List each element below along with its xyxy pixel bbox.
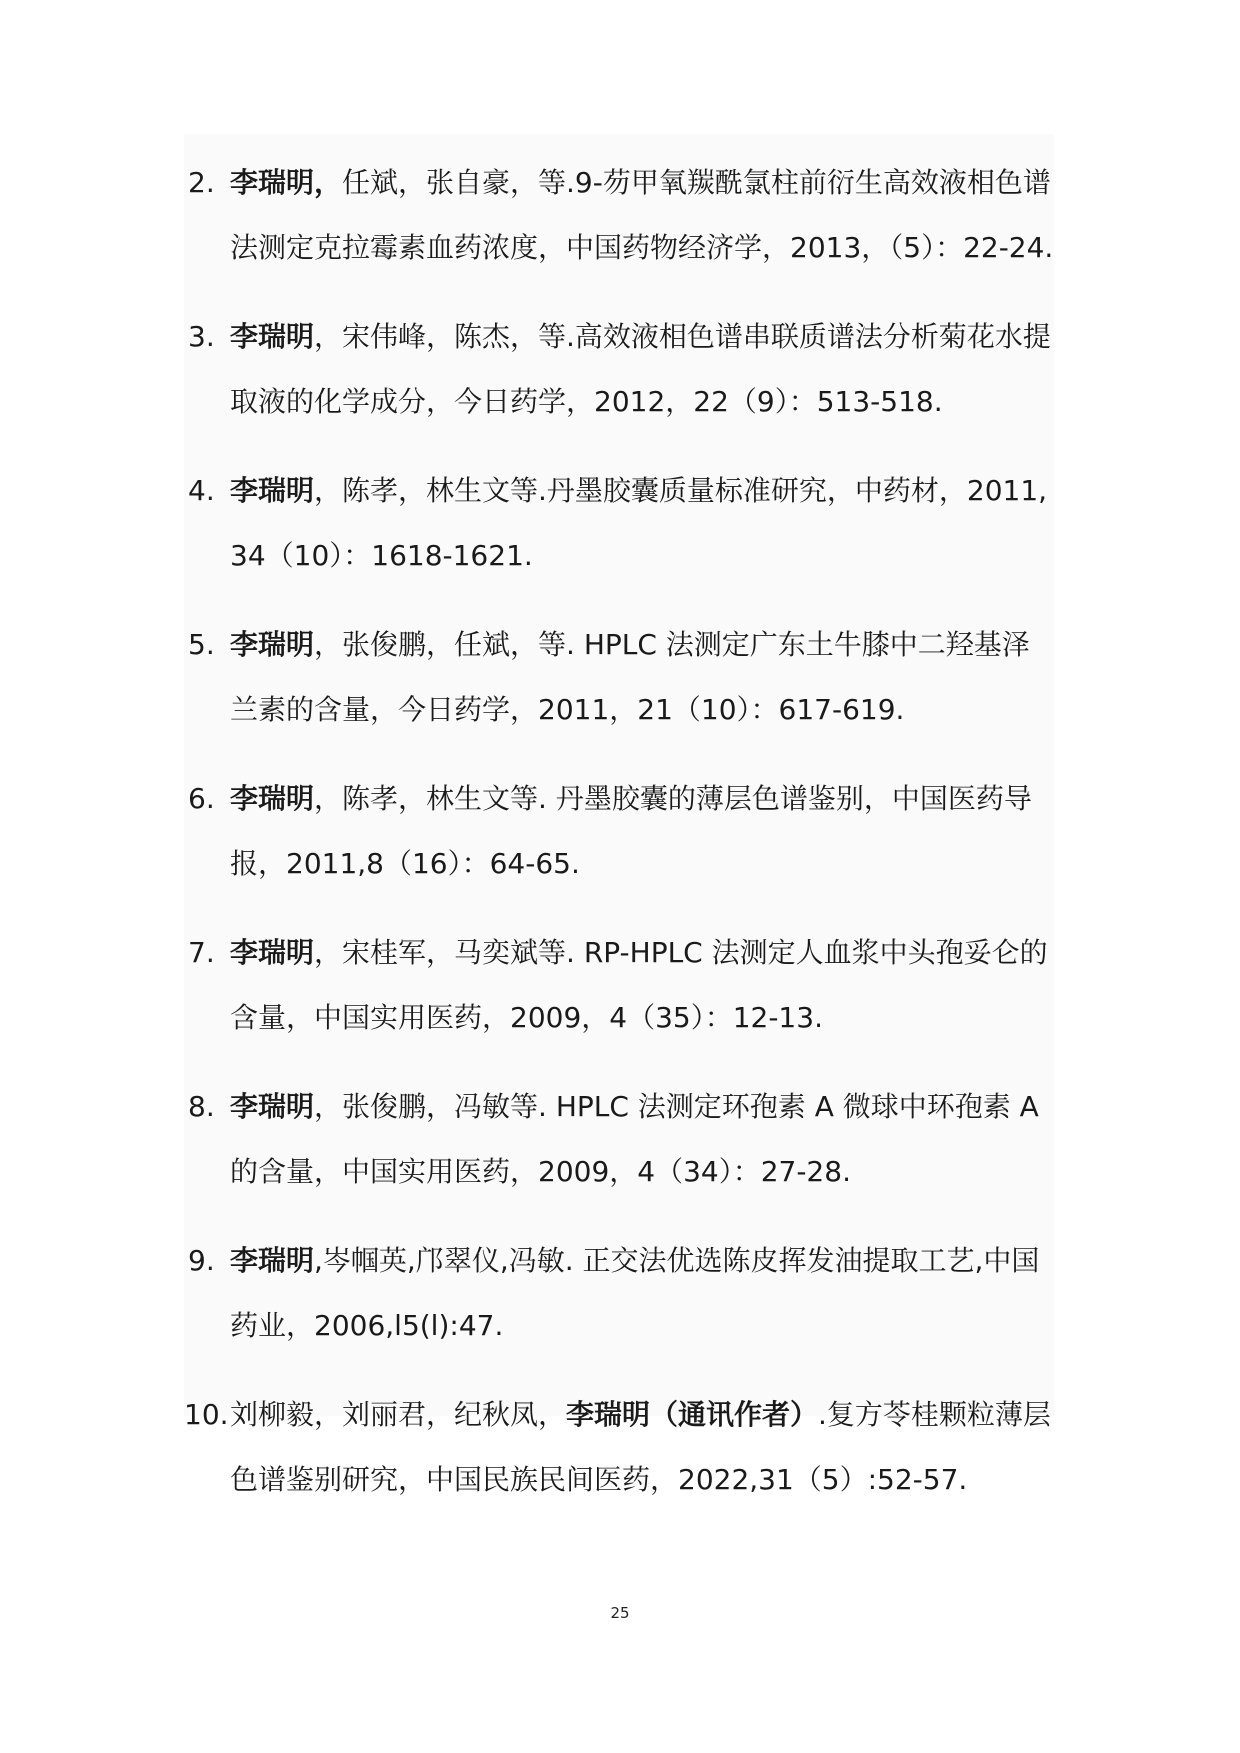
reference-item	[184, 1228, 1054, 1358]
reference-text: ，宋伟峰，陈杰，等.高效液相色谱串联质谱法分析菊花水提取液的化学成分，今日药学，2012，22（9）：513-518.	[230, 320, 1051, 418]
reference-author: 李瑞明	[230, 782, 315, 815]
reference-list	[184, 150, 1054, 1536]
reference-item	[184, 766, 1054, 896]
reference-number: 7.	[188, 936, 215, 969]
reference-number: 8.	[188, 1090, 215, 1123]
reference-author: 李瑞明（通讯作者）	[566, 1398, 819, 1431]
reference-text: ,岑帼英,邝翠仪,冯敏. 正交法优选陈皮挥发油提取工艺,中国药业，2006,l5(l):47.	[230, 1244, 1040, 1342]
reference-item	[184, 1382, 1054, 1512]
reference-item	[184, 920, 1054, 1050]
reference-number: 6.	[188, 782, 215, 815]
reference-number: 2.	[188, 166, 215, 199]
reference-item	[184, 1074, 1054, 1204]
reference-item	[184, 304, 1054, 434]
reference-author: 李瑞明	[230, 474, 315, 507]
reference-number: 9.	[188, 1244, 215, 1277]
page-number: 25	[610, 1604, 630, 1622]
reference-author: 李瑞明	[230, 1090, 315, 1123]
reference-text: ，陈孝，林生文等.丹墨胶囊质量标准研究，中药材，2011,34（10）：1618-1621.	[230, 474, 1048, 572]
reference-number: 4.	[188, 474, 215, 507]
reference-item	[184, 612, 1054, 742]
reference-text: ，陈孝，林生文等. 丹墨胶囊的薄层色谱鉴别，中国医药导报，2011,8（16）：64-65.	[230, 782, 1032, 880]
reference-item	[184, 150, 1054, 280]
reference-text: ，张俊鹏，冯敏等. HPLC 法测定环孢素 A 微球中环孢素 A 的含量，中国实用医药，2009，4（34）：27-28.	[230, 1090, 1039, 1188]
reference-number: 10.	[184, 1398, 229, 1431]
reference-author: 李瑞明，	[230, 166, 343, 199]
reference-text: ，宋桂军，马奕斌等. RP-HPLC 法测定人血浆中头孢妥仑的含量，中国实用医药，2009，4（35）：12-13.	[230, 936, 1048, 1034]
reference-item	[184, 458, 1054, 588]
reference-author: 李瑞明	[230, 1244, 315, 1277]
reference-text: .复方苓桂颗粒薄层色谱鉴别研究，中国民族民间医药，2022,31（5）:52-57.	[230, 1398, 1051, 1496]
reference-number: 3.	[188, 320, 215, 353]
reference-author: 李瑞明	[230, 628, 315, 661]
reference-text: 任斌，张自豪，等.9-芴甲氧羰酰氯柱前衍生高效液相色谱法测定克拉霉素血药浓度，中国药物经济学，2013，（5）：22-24.	[230, 166, 1054, 264]
reference-text: ，张俊鹏，任斌，等. HPLC 法测定广东土牛膝中二羟基泽兰素的含量，今日药学，2011，21（10）：617-619.	[230, 628, 1030, 726]
reference-author: 李瑞明	[230, 320, 315, 353]
reference-author: 李瑞明	[230, 936, 315, 969]
reference-coauthors: 刘柳毅，刘丽君，纪秋凤，	[230, 1398, 567, 1431]
reference-number: 5.	[188, 628, 215, 661]
